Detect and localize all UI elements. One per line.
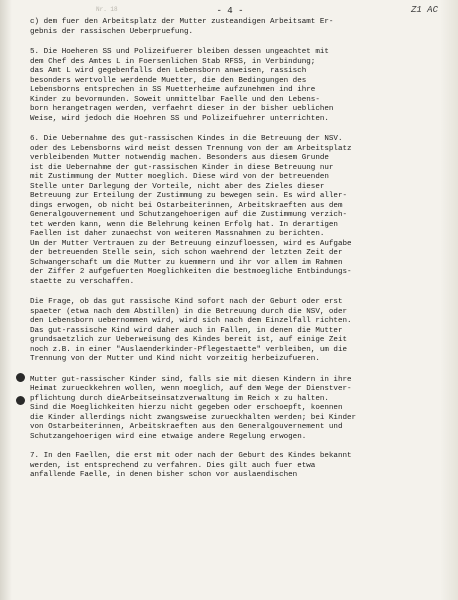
document-body bbox=[30, 18, 448, 481]
text-line: der Ziffer 2 aufgefuerten Moeglichkeiten die bestmoegliche Entbindungs- bbox=[30, 268, 352, 276]
text-line: Schutzangehoerigen wird eine etwaige andere Regelung erwogen. bbox=[30, 432, 307, 441]
text-line: besonders wertvolle werdende Muetter, die den Bedingungen des bbox=[30, 76, 307, 85]
paragraph bbox=[30, 18, 448, 37]
text-line: Um der Mutter Vertrauen zu der Betreuung einzufloessen, wird es Aufgabe bbox=[30, 239, 352, 248]
text-line: 5. Die Hoeheren SS und Polizeifuerer bleiben dessen ungeachtet mit bbox=[30, 48, 329, 56]
text-line: Schwangerschaft um die Mutter zu kuemmern und ihr vor allem im Rahmen bbox=[30, 258, 343, 267]
page-edge-shadow bbox=[0, 0, 12, 600]
text-line: born herangetragen werden, verfaehrt dieser in der bisher ueblichen bbox=[30, 105, 334, 113]
text-line: Kinder zu bevormunden. Soweit unmittelbar Faelle und den Lebens- bbox=[30, 95, 320, 104]
text-line: mit Zustimmung der Mutter moeglich. Diese wird von der betreuenden bbox=[30, 173, 329, 181]
text-line: Stelle unter Darlegung der Vorteile, nicht aber des Zieles dieser bbox=[30, 182, 325, 191]
text-line: spaeter (etwa nach dem Abstillen) in die Betreuung durch die NSV, oder bbox=[30, 307, 348, 316]
paragraph bbox=[30, 135, 448, 287]
text-line: Weise, wird jedoch die Hoehren SS und Polizeifuehrer unterrichten. bbox=[30, 114, 329, 123]
paragraph bbox=[30, 298, 448, 365]
text-line: anfallende Faelle, in denen bisher schon vor auslaendischen bbox=[30, 471, 298, 479]
text-line: der betreuenden Stelle sein, sich schon waehrend der letzten Zeit der bbox=[30, 249, 343, 257]
paragraph bbox=[30, 376, 448, 443]
faint-mark: Nr. 18 bbox=[96, 6, 118, 13]
text-line: staette zu verschaffen. bbox=[30, 277, 135, 286]
text-line: Das gut-rassische Kind wird daher auch in Fallen, in denen die Mutter bbox=[30, 326, 343, 335]
text-line: ist die Uebernahme der gut-rassischen Kinder in diese Betreuung nur bbox=[30, 163, 334, 172]
paragraph bbox=[30, 452, 448, 481]
text-line: Die Frage, ob das gut rassische Kind sofort nach der Geburt oder erst bbox=[30, 298, 343, 306]
text-line: verbleibenden Mutter notwendig machen. Besonders aus diesem Grunde bbox=[30, 154, 329, 162]
text-line: das Amt L wird gegebenfalls den Lebensborn anweisen, rassisch bbox=[30, 67, 307, 75]
text-line: grundsaetzlich zur Ueberweisung des Kindes bereit ist, auf einige Zeit bbox=[30, 336, 348, 344]
text-line: von Ostarbeiterinnen, Arbeitskraeften aus den Generalgouvernement und bbox=[30, 423, 343, 431]
text-line: Generalgouvernement und Schutzangehoerigen auf die Zustimmung verzich- bbox=[30, 211, 348, 219]
text-line: gebnis der rassischen Ueberpruefung. bbox=[30, 27, 194, 36]
text-line: dings erwogen, ob nicht bei Ostarbeiterinnen, Arbeitskraeften aus dem bbox=[30, 201, 343, 210]
text-line: noch z.B. in einer "Auslaenderkinder-Pflegestaette" verbleiben, um die bbox=[30, 345, 348, 354]
text-line: Faellen ist daher zunaechst von weiteren Massnahmen zu berichten. bbox=[30, 230, 325, 238]
text-line: Lebensborns entsprechen in SS Muetterheime aufzunehmen ind ihre bbox=[30, 86, 316, 94]
paragraph bbox=[30, 48, 448, 124]
archive-reference: Z1 AC bbox=[410, 5, 438, 15]
text-line: die Kinder allerdings nicht zwangsweise zurueckhalten werden; bei Kinder bbox=[30, 413, 357, 422]
text-line: tet werden kann, wenn die Belehrung keinen Erfolg hat. In derartigen bbox=[30, 220, 338, 229]
text-line: 7. In den Faellen, die erst mit oder nach der Geburt des Kindes bekannt bbox=[30, 452, 352, 460]
text-line: dem Chef des Amtes L in Foersenlichen Stab RFSS, in Verbindung; bbox=[30, 57, 316, 66]
text-line: 6. Die Uebernahme des gut-rassischen Kindes in die Betreuung der NSV. bbox=[30, 135, 343, 143]
text-line: werden, ist entsprechend zu verfahren. Dies gilt auch fuer etwa bbox=[30, 461, 316, 470]
text-line: pflichtung durch dieArbeitseinsatzverwaltung im Reich x zu halten. bbox=[30, 394, 329, 403]
text-line: Betreuung zur Erteilung der Zustimmung zu bewegen sein. Es wird aller- bbox=[30, 192, 348, 200]
text-line: c) dem fuer den Arbeitsplatz der Mutter zusteandigen Arbeitsamt Er- bbox=[30, 18, 334, 26]
punch-hole bbox=[16, 373, 25, 382]
text-line: Trennung von der Mutter und Kind nicht vorzeitig herbeizufueren. bbox=[30, 355, 320, 363]
text-line: Sind die Moeglichkeiten hierzu nicht gegeben oder erschoepft, koennen bbox=[30, 404, 343, 412]
text-line: oder des Lebensborns wird meist dessen Trennung von der am Arbeitsplatz bbox=[30, 144, 352, 153]
text-line: den Lebensborn uebernommen wird, wird sich nach dem Einzelfall richten. bbox=[30, 317, 352, 325]
page-number: - 4 - bbox=[216, 6, 244, 16]
text-line: Mutter gut-rassischer Kinder sind, falls sie mit diesen Kindern in ihre bbox=[30, 375, 352, 384]
text-line: Heimat zurueckkehren wollen, wenn moeglich, auf dem Wege der Dienstver- bbox=[30, 385, 352, 393]
punch-hole bbox=[16, 396, 25, 405]
page-header bbox=[0, 2, 458, 18]
